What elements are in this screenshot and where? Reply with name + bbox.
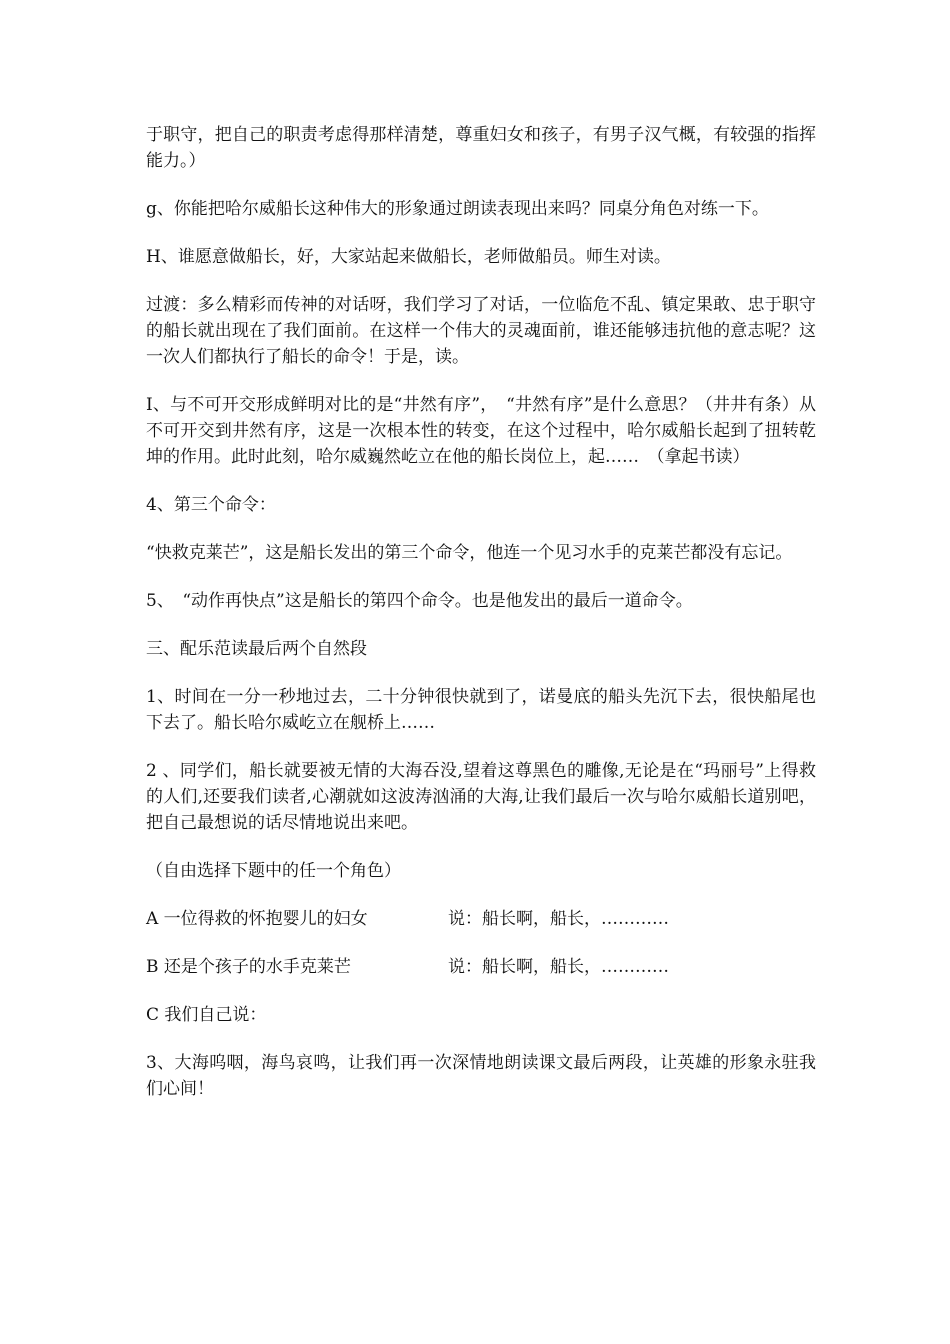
paragraph-4: 过渡：多么精彩而传神的对话呀，我们学习了对话，一位临危不乱、镇定果敢、忠于职守的船长就出现在了我们面前。在这样一个伟大的灵魂面前，谁还能够违抗他的意志呢？这一次人们都执行了船长的命令！于是，读。	[146, 295, 816, 367]
role-row-a	[146, 906, 816, 932]
paragraph-7: “快救克莱芒”，这是船长发出的第三个命令，他连一个见习水手的克莱芒都没有忘记。	[146, 543, 793, 563]
paragraph-8: 5、 “动作再快点”这是船长的第四个命令。也是他发出的最后一道命令。	[146, 591, 693, 611]
paragraph-3: H、谁愿意做船长，好，大家站起来做船长，老师做船员。师生对读。	[146, 247, 671, 267]
paragraph-13: 3、大海呜咽，海鸟哀鸣，让我们再一次深情地朗读课文最后两段，让英雄的形象永驻我们心间！	[146, 1053, 816, 1099]
paragraph-9: 1、时间在一分一秒地过去，二十分钟很快就到了，诺曼底的船头先沉下去，很快船尾也下去了。船长哈尔威屹立在舰桥上……	[146, 687, 816, 733]
role-speech: 说：船长啊，船长，…………	[448, 957, 669, 977]
paragraph-1: 于职守，把自己的职责考虑得那样清楚，尊重妇女和孩子，有男子汉气概，有较强的指挥能力。）	[146, 125, 816, 171]
role-row-b	[146, 954, 816, 980]
role-speech: 说：船长啊，船长，…………	[448, 909, 669, 929]
role-label: A 一位得救的怀抱婴儿的妇女	[146, 909, 368, 929]
role-label: B 还是个孩子的水手克莱芒	[146, 957, 351, 977]
paragraph-2: g、你能把哈尔威船长这种伟大的形象通过朗读表现出来吗？同桌分角色对练一下。	[146, 199, 769, 219]
paragraph-6: 4、第三个命令：	[146, 495, 276, 515]
document-body	[146, 122, 816, 1124]
section-heading: 三、配乐范读最后两个自然段	[146, 639, 367, 659]
paragraph-11: （自由选择下题中的任一个角色）	[146, 861, 401, 881]
paragraph-10: 2 、同学们，船长就要被无情的大海吞没,望着这尊黑色的雕像,无论是在“玛丽号”上得救的人们,还要我们读者,心潮就如这波涛汹涌的大海,让我们最后一次与哈尔威船长道别吧，把自己最想说的话尽情地说出来吧。	[146, 761, 816, 833]
paragraph-5: I、与不可开交形成鲜明对比的是“井然有序”， “井然有序”是什么意思？（井井有条）从不可开交到井然有序，这是一次根本性的转变，在这个过程中，哈尔威船长起到了扭转乾坤的作用。此时此刻，哈尔威巍然屹立在他的船长岗位上，起…… （拿起书读）	[146, 395, 816, 467]
paragraph-12: C 我们自己说：	[146, 1005, 267, 1025]
